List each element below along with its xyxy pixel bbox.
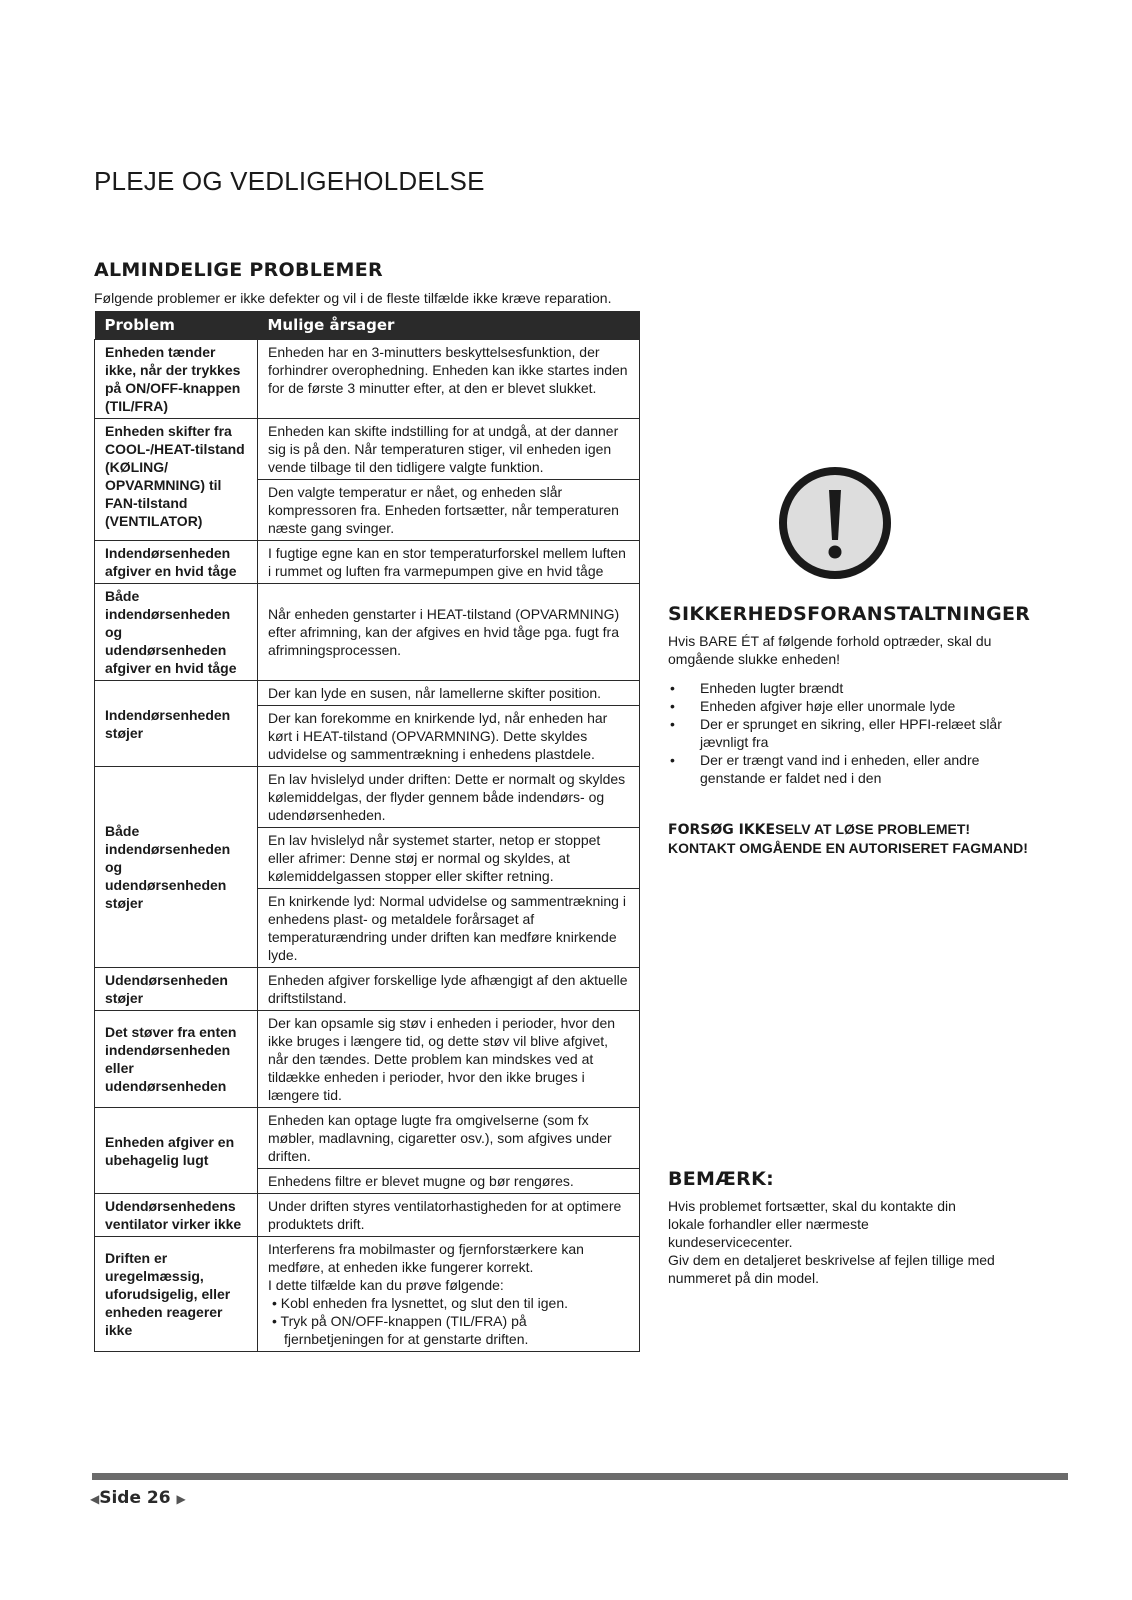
table-row	[95, 767, 640, 828]
cause-cell: Der kan forekomme en knirkende lyd, når enheden har kørt i HEAT-tilstand (OPVARMNING). Dette skyldes udvidelse og sammentrækning i enhedens plastdele.	[258, 706, 640, 767]
safety-warning	[668, 820, 1038, 857]
prev-arrow-icon: ◀	[90, 1492, 100, 1506]
list-item: • Der er sprunget en sikring, eller HPFI-relæet slår jævnligt fra	[668, 715, 1038, 751]
note-text: Hvis problemet fortsætter, skal du kontakte din lokale forhandler eller nærmeste kundeservicecenter.	[668, 1198, 956, 1250]
cause-cell: Enhedens filtre er blevet mugne og bør rengøres.	[258, 1169, 640, 1194]
list-item: • Enheden lugter brændt	[668, 679, 1038, 697]
problem-cell: Både indendørsenheden og udendørsenheden afgiver en hvid tåge	[95, 584, 258, 681]
safety-intro: Hvis BARE ÉT af følgende forhold optræder, skal du omgående slukke enheden!	[668, 633, 992, 667]
problem-cell: Enheden afgiver en ubehagelig lugt	[95, 1108, 258, 1194]
table-row	[95, 584, 640, 681]
safety-title: SIKKERHEDSFORANSTALTNINGER	[668, 603, 1031, 625]
cause-bullet: • Tryk på ON/OFF-knappen (TIL/FRA) på fjernbetjeningen for at genstarte driften.	[272, 1313, 529, 1347]
problem-cell: Det støver fra enten indendørsenheden eller udendørsenheden	[95, 1011, 258, 1108]
cause-text: I dette tilfælde kan du prøve følgende:	[268, 1277, 504, 1293]
next-arrow-icon: ▶	[176, 1492, 186, 1506]
table-row	[95, 1194, 640, 1237]
cause-text: Interferens fra mobilmaster og fjernforstærkere kan medføre, at enheden ikke fungerer korrekt.	[268, 1241, 584, 1275]
list-item: • Enheden afgiver høje eller unormale lyde	[668, 697, 1038, 715]
cause-cell: Enheden kan optage lugte fra omgivelserne (som fx møbler, madlavning, cigaretter osv.), som afgives under driften.	[258, 1108, 640, 1169]
cause-cell: I fugtige egne kan en stor temperaturforskel mellem luften i rummet og luften fra varmepumpen give en hvid tåge	[258, 541, 640, 584]
problem-cell: Indendørsenheden støjer	[95, 681, 258, 767]
cause-cell: Enheden har en 3-minutters beskyttelsesfunktion, der forhindrer overophedning. Enheden kan ikke startes inden for de første 3 minutter efter, at den er blevet slukket.	[258, 340, 640, 419]
section-title: ALMINDELIGE PROBLEMER	[94, 259, 383, 281]
problems-table	[94, 311, 640, 1352]
header-causes: Mulige årsager	[258, 311, 640, 340]
problem-cell: Både indendørsenheden og udendørsenheden støjer	[95, 767, 258, 968]
problem-cell: Udendørsenhedens ventilator virker ikke	[95, 1194, 258, 1237]
cause-bullet: • Kobl enheden fra lysnettet, og slut den til igen.	[272, 1295, 568, 1311]
cause-cell: Når enheden genstarter i HEAT-tilstand (OPVARMNING) efter afrimning, kan der afgives en hvid tåge pga. fugt fra afrimningsprocessen.	[258, 584, 640, 681]
exclamation-warning-icon	[778, 466, 892, 580]
table-row	[95, 1237, 640, 1352]
section-intro: Følgende problemer er ikke defekter og vil i de fleste tilfælde ikke kræve reparation.	[94, 290, 612, 306]
warning-text: SELV AT LØSE PROBLEMET! KONTAKT OMGÅENDE EN AUTORISERET FAGMAND!	[668, 821, 1028, 856]
cause-cell: En lav hvislelyd når systemet starter, netop er stoppet eller afrimer: Denne støj er normal og skyldes, at kølemiddelgassen stopper eller skifter retning.	[258, 828, 640, 889]
safety-list	[668, 679, 1038, 787]
cause-cell: Enheden afgiver forskellige lyde afhængigt af den aktuelle driftstilstand.	[258, 968, 640, 1011]
problem-cell: Driften er uregelmæssig, uforudsigelig, eller enheden reagerer ikke	[95, 1237, 258, 1352]
table-row	[95, 340, 640, 419]
table-row	[95, 968, 640, 1011]
table-row	[95, 1011, 640, 1108]
cause-cell: Enheden kan skifte indstilling for at undgå, at der danner sig is på den. Når temperaturen stiger, vil enheden igen vende tilbage til den tidligere valgte funktion.	[258, 419, 640, 480]
warning-bold: FORSØG IKKE	[668, 822, 776, 838]
cause-cell	[258, 1237, 640, 1352]
table-row	[95, 541, 640, 584]
table-row	[95, 419, 640, 480]
page-number: ◀Side 26 ▶	[90, 1488, 186, 1508]
header-problem: Problem	[95, 311, 258, 340]
problem-cell: Enheden skifter fra COOL-/HEAT-tilstand (KØLING/ OPVARMNING) til FAN-tilstand (VENTILATOR)	[95, 419, 258, 541]
problem-cell: Udendørsenheden støjer	[95, 968, 258, 1011]
note-title: BEMÆRK:	[668, 1168, 775, 1190]
list-item: • Der er trængt vand ind i enheden, eller andre genstande er faldet ned i den	[668, 751, 1038, 787]
page-title: PLEJE OG VEDLIGEHOLDELSE	[94, 166, 485, 196]
cause-cell: Under driften styres ventilatorhastigheden for at optimere produktets drift.	[258, 1194, 640, 1237]
cause-cell: En lav hvislelyd under driften: Dette er normalt og skyldes kølemiddelgas, der flyder gennem både indendørs- og udendørsenheden.	[258, 767, 640, 828]
table-row	[95, 681, 640, 706]
note-text-2: Giv dem en detaljeret beskrivelse af fejlen tillige med nummeret på din model.	[668, 1252, 995, 1286]
cause-cell: Den valgte temperatur er nået, og enheden slår kompressoren fra. Enheden fortsætter, når temperaturen næste gang svinger.	[258, 480, 640, 541]
footer-bar	[92, 1473, 1068, 1480]
table-header-row	[95, 311, 640, 340]
cause-cell: Der kan opsamle sig støv i enheden i perioder, hvor den ikke bruges i længere tid, og dette støv vil blive afgivet, når den tændes. Dette problem kan mindskes ved at tildække enheden i perioder, hvor den ikke bruges i længere tid.	[258, 1011, 640, 1108]
problem-cell: Indendørsenheden afgiver en hvid tåge	[95, 541, 258, 584]
problem-cell: Enheden tænder ikke, når der trykkes på ON/OFF-knappen (TIL/FRA)	[95, 340, 258, 419]
table-row	[95, 1108, 640, 1169]
cause-cell: Der kan lyde en susen, når lamellerne skifter position.	[258, 681, 640, 706]
cause-cell: En knirkende lyd: Normal udvidelse og sammentrækning i enhedens plast- og metaldele forårsaget af temperaturændring under driften kan medføre knirkende lyde.	[258, 889, 640, 968]
